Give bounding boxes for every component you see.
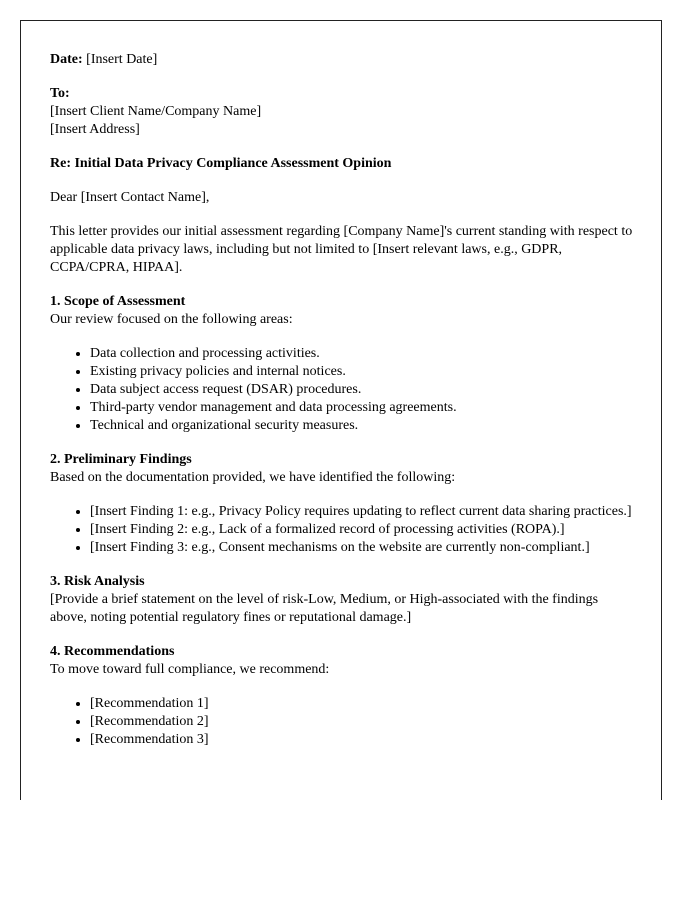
- section-recommendations: [50, 643, 637, 679]
- intro-paragraph: This letter provides our initial assessment regarding [Company Name]'s current standing with respect to applicable data privacy laws, including but not limited to [Insert relevant laws, e.g., GDPR, CCPA/CPRA, HIPAA].: [50, 224, 633, 275]
- list-item: • Third-party vendor management and data processing agreements.: [90, 399, 637, 417]
- list-item: • Data subject access request (DSAR) procedures.: [90, 381, 637, 399]
- subject-line: [50, 155, 637, 173]
- section-findings-lead: Based on the documentation provided, we have identified the following:: [50, 470, 456, 485]
- section-risk: [50, 573, 637, 627]
- section-recommendations-heading: 4. Recommendations: [50, 644, 175, 659]
- date-value: [Insert Date]: [86, 52, 158, 67]
- section-scope: [50, 293, 637, 329]
- date-label: Date:: [50, 52, 83, 67]
- list-item: • Data collection and processing activities.: [90, 345, 637, 363]
- list-item: • [Insert Finding 2: e.g., Lack of a formalized record of processing activities (ROPA).]: [90, 521, 637, 539]
- section-scope-heading: 1. Scope of Assessment: [50, 294, 186, 309]
- to-label: To:: [50, 86, 70, 101]
- salutation: Dear [Insert Contact Name],: [50, 190, 210, 205]
- subject-text: Re: Initial Data Privacy Compliance Assessment Opinion: [50, 156, 392, 171]
- list-item: • [Insert Finding 1: e.g., Privacy Policy requires updating to reflect current data sharing practices.]: [90, 503, 637, 521]
- list-item: • [Recommendation 3]: [90, 731, 637, 749]
- findings-bullet-list: [50, 503, 637, 557]
- section-findings: [50, 451, 637, 487]
- recipient-name: [Insert Client Name/Company Name]: [50, 104, 262, 119]
- section-scope-lead: Our review focused on the following areas:: [50, 312, 293, 327]
- scope-bullet-list: [50, 345, 637, 435]
- recipient-address: [Insert Address]: [50, 122, 140, 137]
- list-item: • [Recommendation 2]: [90, 713, 637, 731]
- list-item: • Technical and organizational security measures.: [90, 417, 637, 435]
- section-findings-heading: 2. Preliminary Findings: [50, 452, 192, 467]
- letter-document: [20, 20, 662, 800]
- recommendations-bullet-list: [50, 695, 637, 749]
- section-risk-heading: 3. Risk Analysis: [50, 574, 145, 589]
- list-item: • [Insert Finding 3: e.g., Consent mechanisms on the website are currently non-compliant.]: [90, 539, 637, 557]
- list-item: • Existing privacy policies and internal notices.: [90, 363, 637, 381]
- date-line: [50, 51, 637, 69]
- section-risk-lead: [Provide a brief statement on the level of risk-Low, Medium, or High-associated with the findings above, noting potential regulatory fines or reputational damage.]: [50, 592, 599, 625]
- recipient-block: [50, 85, 637, 139]
- list-item: • [Recommendation 1]: [90, 695, 637, 713]
- section-recommendations-lead: To move toward full compliance, we recommend:: [50, 662, 330, 677]
